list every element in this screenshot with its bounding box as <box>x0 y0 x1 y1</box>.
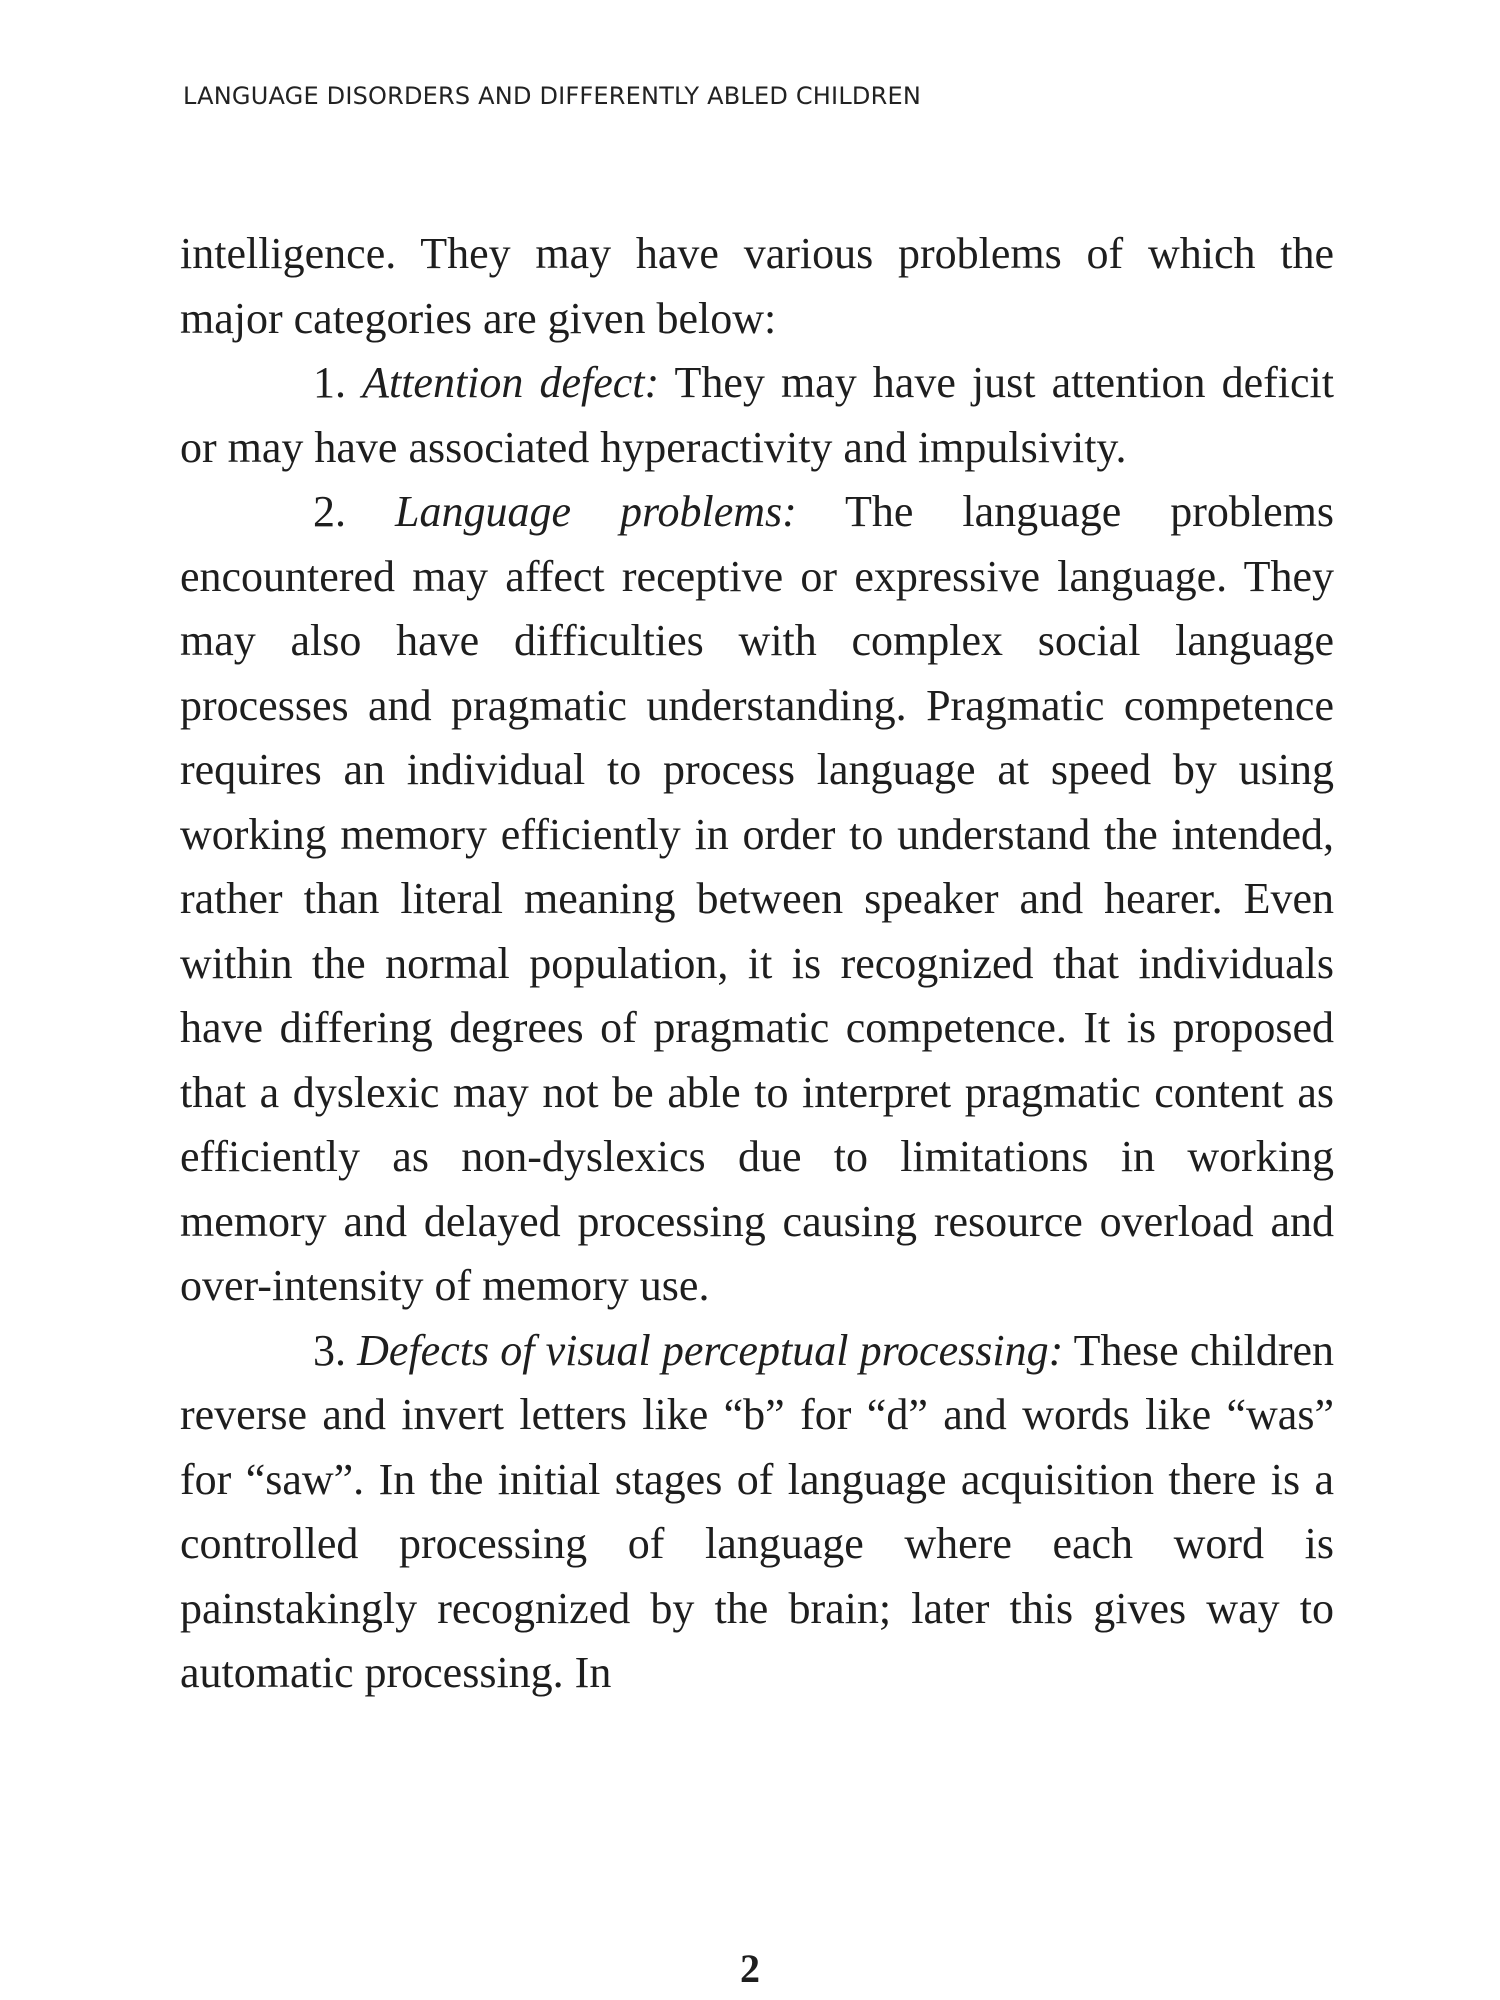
item-text: These children reverse and invert letters like “b” for “d” and words like “was” for “saw”. In the initial stages of language acquisition there is a controlled processing of language where each word is painstakingly recognized by the brain; later this gives way to automatic processing. In <box>180 1325 1334 1697</box>
item-term: Language problems: <box>395 487 797 536</box>
list-item-language-problems <box>180 480 1334 1319</box>
item-text: They may have just attention deficit or may have associated hyperactivity and impulsivity. <box>180 358 1335 472</box>
item-number: 1. <box>313 358 346 407</box>
intro-paragraph: intelligence. They may have various problems of which the major categories are given below: <box>180 229 1334 343</box>
page-number: 2 <box>740 1946 760 1991</box>
list-item-attention-defect <box>180 351 1334 480</box>
item-term: Defects of visual perceptual processing: <box>357 1325 1064 1375</box>
item-text: The language problems encountered may affect receptive or expressive language. They may also have difficulties with complex social language processes and pragmatic understanding. Pragmatic competence requires an individual to process language at speed by using working memory efficiently in order to understand the intended, rather than literal meaning between speaker and hearer. Even within the normal population, it is recognized that individuals have differing degrees of pragmatic competence. It is proposed that a dyslexic may not be able to interpret pragmatic content as efficiently as non-dyslexics due to limitations in working memory and delayed processing causing resource overload and over-intensity of memory use. <box>180 487 1334 1310</box>
running-header: LANGUAGE DISORDERS AND DIFFERENTLY ABLED CHILDREN <box>183 82 921 110</box>
item-number: 3. <box>313 1325 346 1375</box>
item-term: Attention defect: <box>362 358 660 407</box>
item-number: 2. <box>313 487 346 536</box>
list-item-visual-perceptual-processing <box>180 1319 1334 1706</box>
page-body <box>180 222 1334 1706</box>
